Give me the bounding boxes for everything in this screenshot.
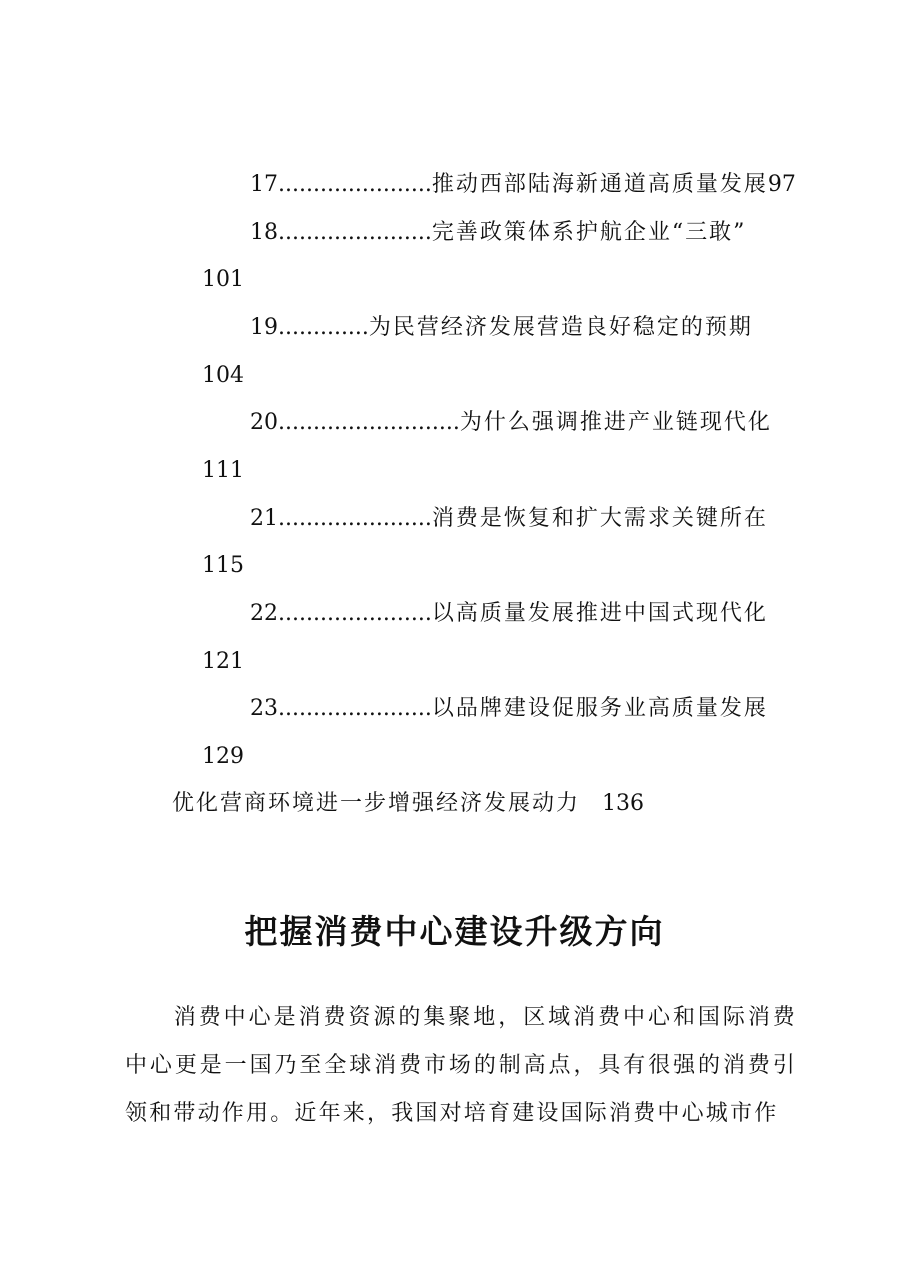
toc-leader-dots: ......................: [278, 172, 432, 197]
toc-entry-20[interactable]: [250, 408, 772, 438]
article-title: 把握消费中心建设升级方向: [244, 912, 665, 951]
toc-entry-page: 111: [202, 458, 244, 483]
toc-entry-title: 为民营经济发展营造良好稳定的预期: [368, 315, 753, 340]
toc-entry-title: 推动西部陆海新通道高质量发展: [431, 172, 768, 197]
toc-entry-page: 121: [202, 649, 244, 674]
toc-entry-title: 为什么强调推进产业链现代化: [459, 410, 772, 435]
toc-entry-page: 104: [202, 363, 244, 388]
toc-entry-last[interactable]: [172, 789, 644, 819]
article-paragraph: [125, 994, 797, 1138]
toc-leader-dots: ..........................: [278, 410, 460, 435]
toc-entry-number: 23: [250, 696, 278, 721]
toc-entry-number: 20: [250, 410, 278, 435]
toc-leader-dots: ......................: [278, 220, 432, 245]
toc-entry-number: 21: [250, 506, 278, 531]
toc-entry-number: 19: [250, 315, 278, 340]
toc-leader-dots: ......................: [278, 696, 432, 721]
toc-leader-dots: .............: [278, 315, 369, 340]
toc-entry-page: 115: [202, 553, 244, 578]
toc-entry-number: 17: [250, 172, 278, 197]
toc-entry-page: 136: [602, 791, 645, 816]
toc-entry-18[interactable]: [250, 218, 746, 248]
toc-entry-22[interactable]: [250, 599, 768, 629]
toc-entry-17[interactable]: [250, 170, 796, 200]
toc-leader-dots: ......................: [278, 506, 432, 531]
toc-entry-title: 以高质量发展推进中国式现代化: [431, 601, 768, 626]
toc-entry-title: 消费是恢复和扩大需求关键所在: [431, 506, 768, 531]
toc-entry-23[interactable]: [250, 694, 768, 724]
toc-entry-number: 22: [250, 601, 278, 626]
toc-leader-dots: ......................: [278, 601, 432, 626]
toc-entry-19[interactable]: [250, 313, 753, 343]
toc-entry-page: 101: [202, 267, 244, 292]
article-paragraph-text: 消费中心是消费资源的集聚地，区域消费中心和国际消费中心更是一国乃至全球消费市场的制高点，具有很强的消费引领和带动作用。近年来，我国对培育建设国际消费中心城市作: [125, 1005, 797, 1126]
toc-entry-page: 97: [767, 172, 796, 197]
toc-entry-title: 以品牌建设促服务业高质量发展: [431, 696, 768, 721]
toc-entry-page: 129: [202, 744, 244, 769]
toc-entry-title: 完善政策体系护航企业“三敢”: [431, 220, 747, 245]
toc-entry-title: 优化营商环境进一步增强经济发展动力: [172, 791, 581, 816]
toc-entry-number: 18: [250, 220, 278, 245]
toc-entry-21[interactable]: [250, 504, 768, 534]
